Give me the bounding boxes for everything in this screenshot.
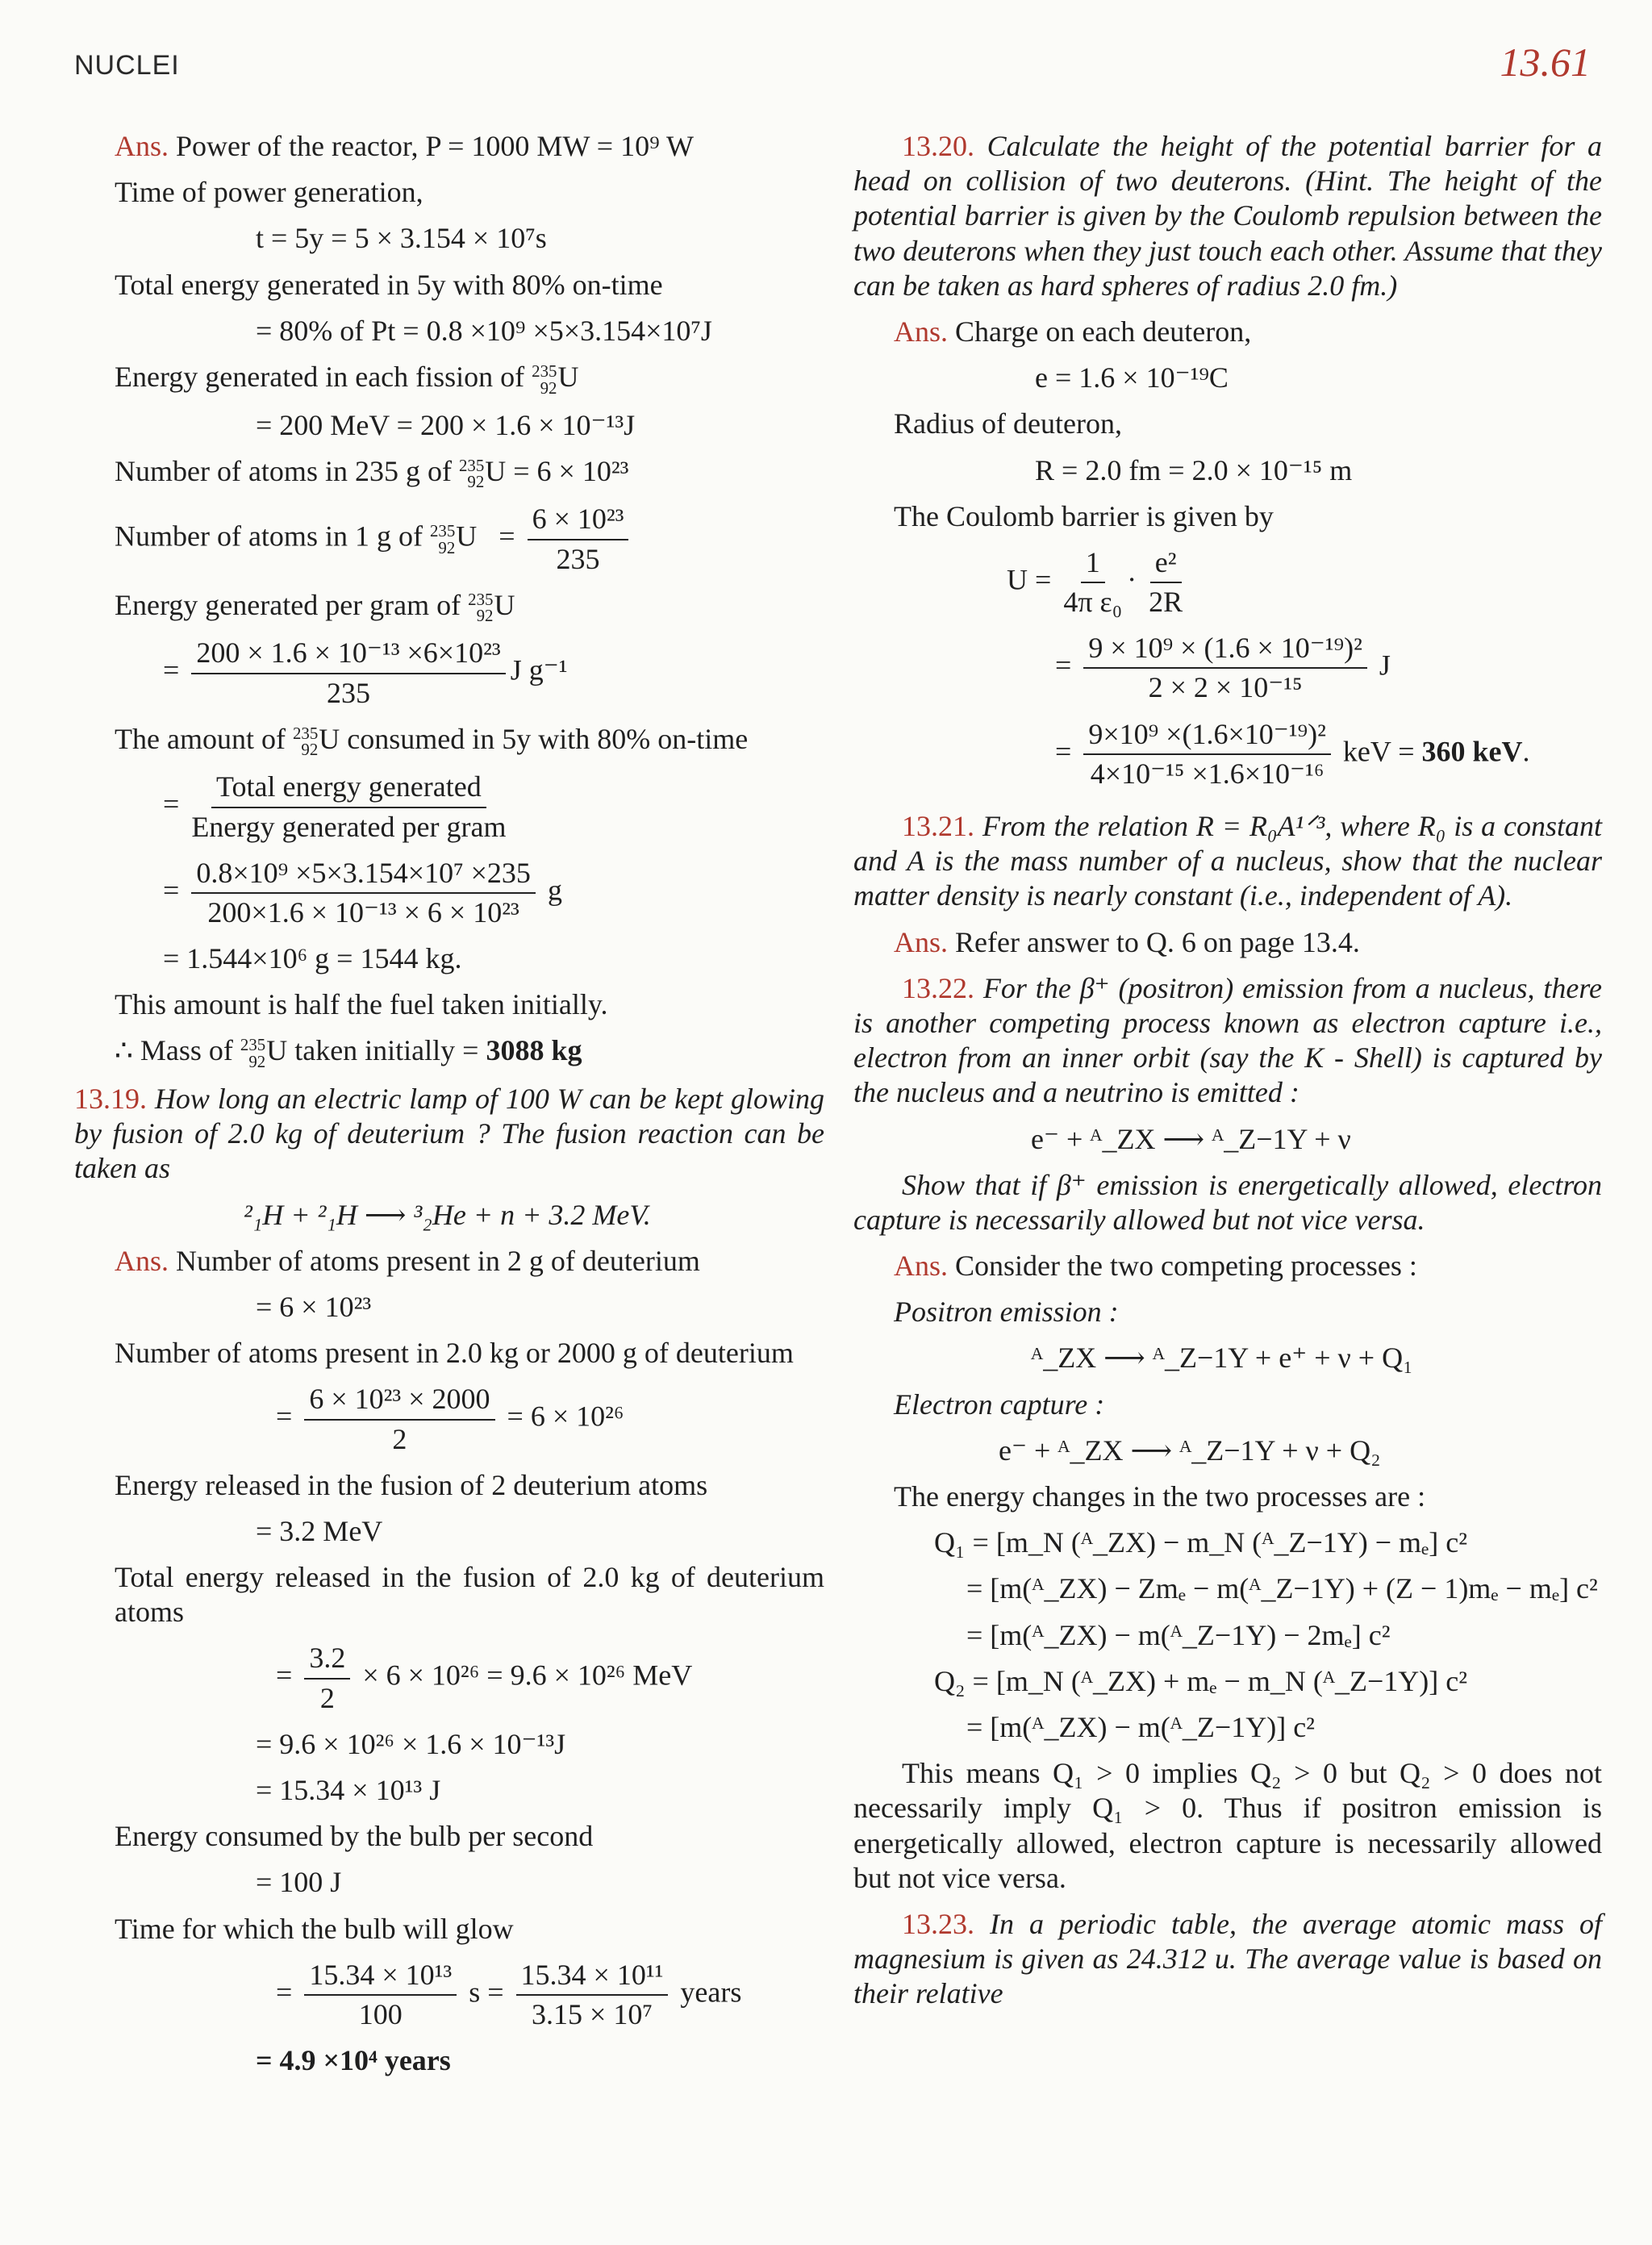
equation: = $\frac{\text{Total energy generated}}{\text{Energy generated per gram}}$ — [74, 770, 824, 844]
answer-line: Ans. Power of the reactor, P = 1000 MW = 10⁹ W — [115, 130, 694, 162]
reaction: ²₁H + ²₁H ⟶ ³₂He + n + 3.2 MeV. — [244, 1198, 651, 1231]
equation: = 1.544×10⁶ g = 1544 kg. — [163, 942, 462, 975]
text-line: Time for which the bulb will glow — [115, 1912, 514, 1945]
text-line: Total energy released in the fusion of 2.0 kg of deuterium atoms — [115, 1561, 824, 1629]
equation: = 200 MeV = 200 × 1.6 × 10⁻¹³J — [256, 408, 636, 441]
equation: t = 5y = 5 × 3.154 × 10⁷s — [256, 222, 547, 255]
question-text: Show that if β⁺ emission is energetically allowed, electron capture is necessarily allowed but not vice versa. — [853, 1168, 1602, 1236]
right-column — [853, 129, 1602, 2022]
fraction: $\frac{\text{Total energy generated}}{\text{Energy generated per gram}}$ — [191, 770, 507, 843]
ans-label: Ans. — [115, 130, 169, 162]
text-line: Time of power generation, — [115, 176, 423, 209]
equation: = $\frac{\text{200 × 1.6 × 10⁻¹³ ×6×10²³}}{235}$ J g⁻¹ — [74, 636, 824, 710]
text-line: The amount of 235 92 U consumed in 5y with 80% on-time — [115, 722, 749, 760]
equation: = 80% of Pt = 0.8 ×10⁹ ×5×3.154×10⁷J — [256, 314, 712, 347]
text-line: Positron emission : — [894, 1296, 1119, 1329]
answer-line: Ans. Refer answer to Q. 6 on page 13.4. — [894, 925, 1360, 958]
equation: = [m(ᴬ_ZX) − m(ᴬ_Z−1Y)] c² — [966, 1710, 1315, 1743]
equation: = 4.9 ×10⁴ years — [256, 2044, 451, 2077]
text-line: Energy generated in each fission of 235 92 U — [115, 360, 579, 398]
reaction: e⁻ + ᴬ_ZX ⟶ ᴬ_Z−1Y + ν — [1031, 1122, 1351, 1155]
text-line: This amount is half the fuel taken initially. — [115, 988, 608, 1021]
page-number: 13.61 — [1500, 40, 1591, 85]
equation: = $\frac{\text{15.34 × 10¹³}}{100}$ s = $\frac{\text{15.34 × 10¹¹}}{\text{3.15 × 10⁷}}$ years — [276, 1958, 742, 2030]
equation: = [m(ᴬ_ZX) − m(ᴬ_Z−1Y) − 2mₑ] c² — [966, 1618, 1391, 1651]
answer-line: Ans. Consider the two competing processes : — [894, 1250, 1417, 1283]
equation: = $\frac{3.2}{2}$ × 6 × 10²⁶ = 9.6 × 10²⁶ MeV — [276, 1642, 693, 1714]
text-line: Radius of deuteron, — [894, 407, 1122, 440]
reaction: ᴬ_ZX ⟶ ᴬ_Z−1Y + e⁺ + ν + Q₁ — [1031, 1342, 1413, 1375]
equation: R = 2.0 fm = 2.0 × 10⁻¹⁵ m — [1035, 453, 1353, 486]
text-line: Total energy generated in 5y with 80% on-time — [115, 268, 663, 301]
equation: = $\frac{\text{6 × 10²³ × 2000}}{2}$ = 6 × 10²⁶ — [276, 1383, 624, 1455]
paragraph: This means Q₁ > 0 implies Q₂ > 0 but Q₂ > 0 does not necessarily imply Q₁ > 0. Thus if positron emission is energetically allowed, electron capture is necessarily allowed but not vice versa. — [853, 1757, 1602, 1894]
question-13-20: 13.20. Calculate the height of the potential barrier for a head on collision of two deuterons. (Hint. The height of the potential barrier is given by the Coulomb repulsion between the two deuterons when they just touch each other. Assume that they can be taken as hard spheres of radius 2.0 fm.) — [853, 130, 1602, 302]
question-13-22: 13.22. For the β⁺ (positron) emission from a nucleus, there is another competing process known as electron capture i.e., electron from an inner orbit (say the K - Shell) is captured by the nucleus and a neutrino is emitted : — [853, 971, 1602, 1109]
answer-line: Ans. Charge on each deuteron, — [894, 315, 1252, 348]
reaction: e⁻ + ᴬ_ZX ⟶ ᴬ_Z−1Y + ν + Q₂ — [999, 1433, 1381, 1467]
equation: = $\frac{\text{9 × 10⁹ × (1.6 × 10⁻¹⁹)²}}{\text{2 × 2 × 10⁻¹⁵}}$ J — [1055, 632, 1391, 704]
equation: e = 1.6 × 10⁻¹⁹C — [1035, 361, 1229, 394]
fraction: $\frac{\text{6 × 10²³}}{235}$ — [528, 502, 629, 576]
fraction: $\frac{\text{0.8×10⁹ ×5×3.154×10⁷ ×235}}{\text{200×1.6 × 10⁻¹³ × 6 × 10²³}}$ — [191, 856, 536, 930]
question-13-21: 13.21. From the relation R = R₀A¹ᐟ³, where R₀ is a constant and A is the mass number of a nucleus, show that the nuclear matter density is nearly constant (i.e., independent of A). — [853, 810, 1602, 912]
equation: = 3.2 MeV — [256, 1514, 383, 1547]
equation: U = $\frac{1}{\text{4π ε₀}}$ · $\frac{\text{e²}}{2R}$ — [1007, 545, 1183, 619]
text-line: Energy consumed by the bulb per second — [115, 1820, 594, 1853]
equation: = 15.34 × 10¹³ J — [256, 1774, 441, 1807]
equation: = $\frac{\text{0.8×10⁹ ×5×3.154×10⁷ ×235}}{\text{200×1.6 × 10⁻¹³ × 6 × 10²³}}$ g — [74, 856, 824, 930]
text-line: The Coulomb barrier is given by — [894, 499, 1274, 532]
text-line: Energy generated per gram of 235 92 U — [115, 588, 515, 626]
text-line: Number of atoms present in 2.0 kg or 2000 g of deuterium — [115, 1337, 794, 1370]
equation: = 9.6 × 10²⁶ × 1.6 × 10⁻¹³J — [256, 1727, 566, 1760]
equation: = [m(ᴬ_ZX) − Zmₑ − m(ᴬ_Z−1Y) + (Z − 1)mₑ − mₑ] c² — [966, 1572, 1598, 1605]
left-column — [74, 129, 824, 2089]
answer-line: Ans. Number of atoms present in 2 g of deuterium — [115, 1244, 700, 1277]
text-line: Electron capture : — [894, 1387, 1105, 1421]
text-line: The energy changes in the two processes are : — [894, 1480, 1426, 1513]
text-line: ∴ Mass of 235 92 U taken initially = 3088 kg — [115, 1034, 582, 1072]
text-line: Energy released in the fusion of 2 deuterium atoms — [115, 1468, 708, 1501]
equation: = 6 × 10²³ — [256, 1290, 372, 1323]
isotope-index: 235 92 — [532, 361, 557, 398]
text-line: Number of atoms in 1 g of 235 92 U = $\frac{\text{6 × 10²³}}{235}$ — [74, 502, 824, 576]
chapter-title: NUCLEI — [74, 50, 180, 81]
equation: = 100 J — [256, 1866, 342, 1899]
question-13-19: 13.19. How long an electric lamp of 100 W can be kept glowing by fusion of 2.0 kg of deuterium ? The fusion reaction can be taken as — [74, 1083, 824, 1185]
fraction: $\frac{\text{200 × 1.6 × 10⁻¹³ ×6×10²³}}{235}$ — [191, 636, 505, 710]
equation: Q₂ = [m_N (ᴬ_ZX) + mₑ − m_N (ᴬ_Z−1Y)] c² — [934, 1664, 1468, 1697]
text-line: Number of atoms in 235 g of 235 92 U = 6 × 10²³ — [115, 454, 629, 492]
equation: = $\frac{\text{9×10⁹ ×(1.6×10⁻¹⁹)²}}{\text{4×10⁻¹⁵ ×1.6×10⁻¹⁶}}$ keV = 360 keV. — [1055, 717, 1530, 790]
equation: Q₁ = [m_N (ᴬ_ZX) − m_N (ᴬ_Z−1Y) − mₑ] c² — [934, 1526, 1468, 1559]
question-13-23: 13.23. In a periodic table, the average atomic mass of magnesium is given as 24.312 u. The average value is based on their relative — [853, 1907, 1602, 2010]
